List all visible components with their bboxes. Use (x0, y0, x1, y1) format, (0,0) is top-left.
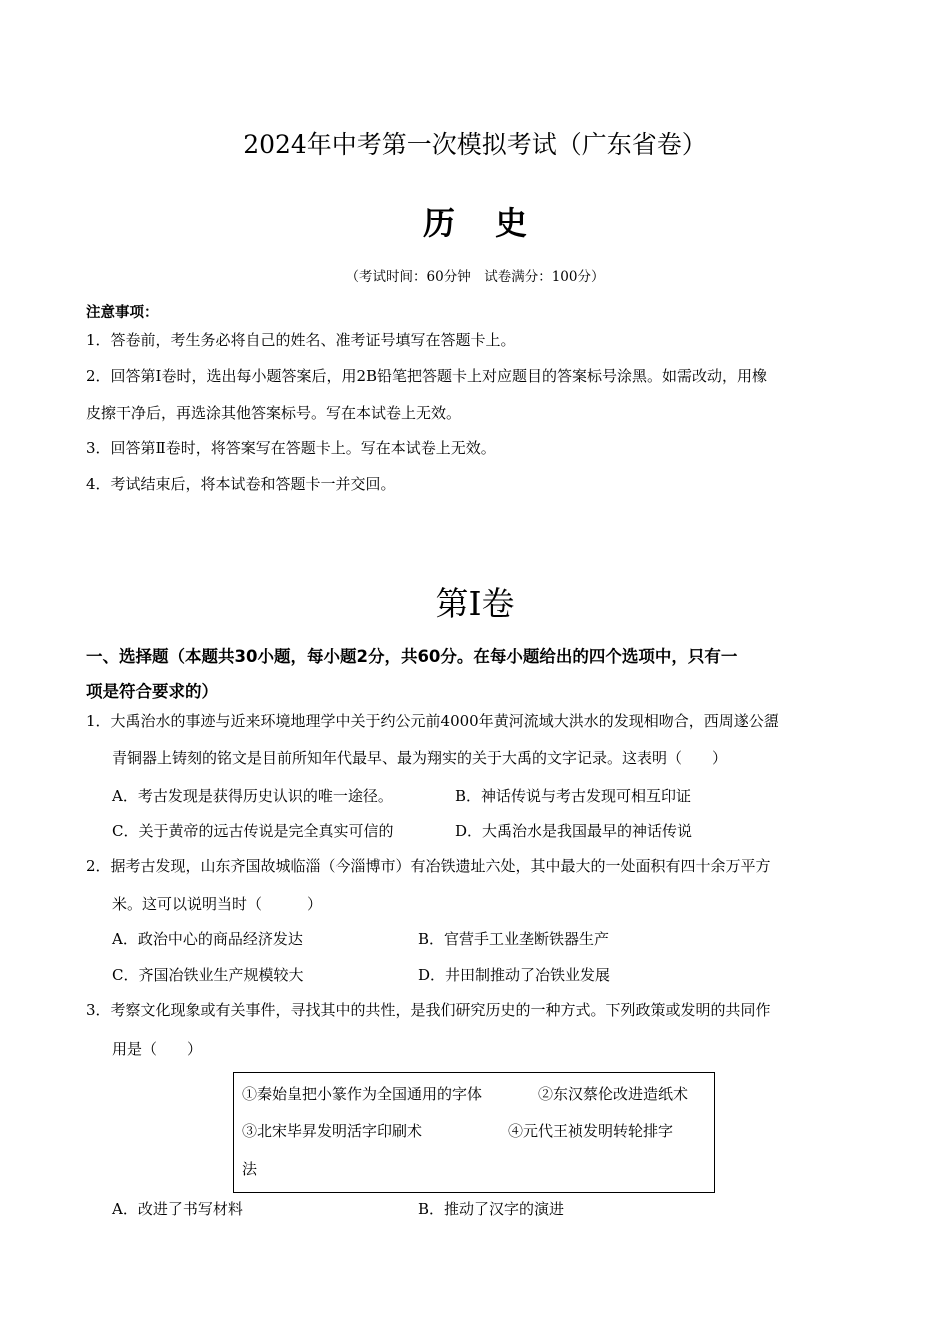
question-1-option-b: B．神话传说与考古发现可相互印证 (455, 787, 692, 805)
question-1-stem-cont: 青铜器上铸刻的铭文是目前所知年代最早、最为翔实的关于大禹的文字记录。这表明（ ） (112, 749, 728, 767)
question-1-option-d: D．大禹治水是我国最早的神话传说 (455, 822, 693, 840)
subject-title: 历史 (422, 204, 567, 242)
section-title: 第Ⅰ卷 (435, 584, 515, 623)
question-2-stem: 2．据考古发现，山东齐国故城临淄（今淄博市）有冶铁遗址六处，其中最大的一处面积有四十余万平方 (86, 857, 771, 875)
notice-item-2: 2．回答第Ⅰ卷时，选出每小题答案后，用2B铅笔把答题卡上对应题目的答案标号涂黑。如需改动，用橡 (86, 367, 768, 385)
notice-heading: 注意事项： (86, 305, 159, 321)
question-1-stem: 1．大禹治水的事迹与近来环境地理学中关于约公元前4000年黄河流域大洪水的发现相吻合，西周遂公盨 (86, 712, 779, 730)
notice-item-3: 3．回答第Ⅱ卷时，将答案写在答题卡上。写在本试卷上无效。 (86, 439, 496, 457)
question-1-option-a: A．考古发现是获得历史认识的唯一途径。 (112, 787, 393, 805)
question-2-option-a: A．政治中心的商品经济发达 (112, 930, 303, 948)
question-3-option-b: B．推动了汉字的演进 (418, 1200, 565, 1218)
question-3-material-box (233, 1072, 715, 1193)
question-2-option-d: D．井田制推动了冶铁业发展 (418, 966, 611, 984)
notice-item-1: 1．答卷前，考生务必将自己的姓名、准考证号填写在答题卡上。 (86, 331, 516, 349)
exam-info: （考试时间：60分钟 试卷满分：100分） (345, 269, 605, 285)
part-one-heading-cont: 项是符合要求的） (86, 682, 218, 701)
material-item-3: ③北宋毕昇发明活字印刷术 (242, 1122, 423, 1140)
question-3-stem-cont: 用是（ ） (112, 1040, 203, 1058)
exam-title: 2024年中考第一次模拟考试（广东省卷） (243, 130, 707, 159)
question-2-stem-cont: 米。这可以说明当时（ ） (112, 895, 323, 913)
question-2-option-c: C．齐国冶铁业生产规模较大 (112, 966, 304, 984)
notice-item-4: 4．考试结束后，将本试卷和答题卡一并交回。 (86, 475, 396, 493)
material-item-1: ①秦始皇把小篆作为全国通用的字体 (242, 1085, 483, 1103)
material-item-4-cont: 法 (242, 1160, 258, 1178)
part-one-heading: 一、选择题（本题共30小题，每小题2分，共60分。在每小题给出的四个选项中，只有一 (86, 647, 738, 666)
material-item-4: ④元代王祯发明转轮排字 (508, 1122, 674, 1140)
material-item-2: ②东汉蔡伦改进造纸术 (538, 1085, 689, 1103)
question-3-option-a: A．改进了书写材料 (112, 1200, 243, 1218)
question-1-option-c: C．关于黄帝的远古传说是完全真实可信的 (112, 822, 394, 840)
notice-item-2-cont: 皮擦干净后，再选涂其他答案标号。写在本试卷上无效。 (86, 404, 462, 422)
question-3-stem: 3．考察文化现象或有关事件，寻找其中的共性，是我们研究历史的一种方式。下列政策或发明的共同作 (86, 1001, 771, 1019)
question-2-option-b: B．官营手工业垄断铁器生产 (418, 930, 610, 948)
